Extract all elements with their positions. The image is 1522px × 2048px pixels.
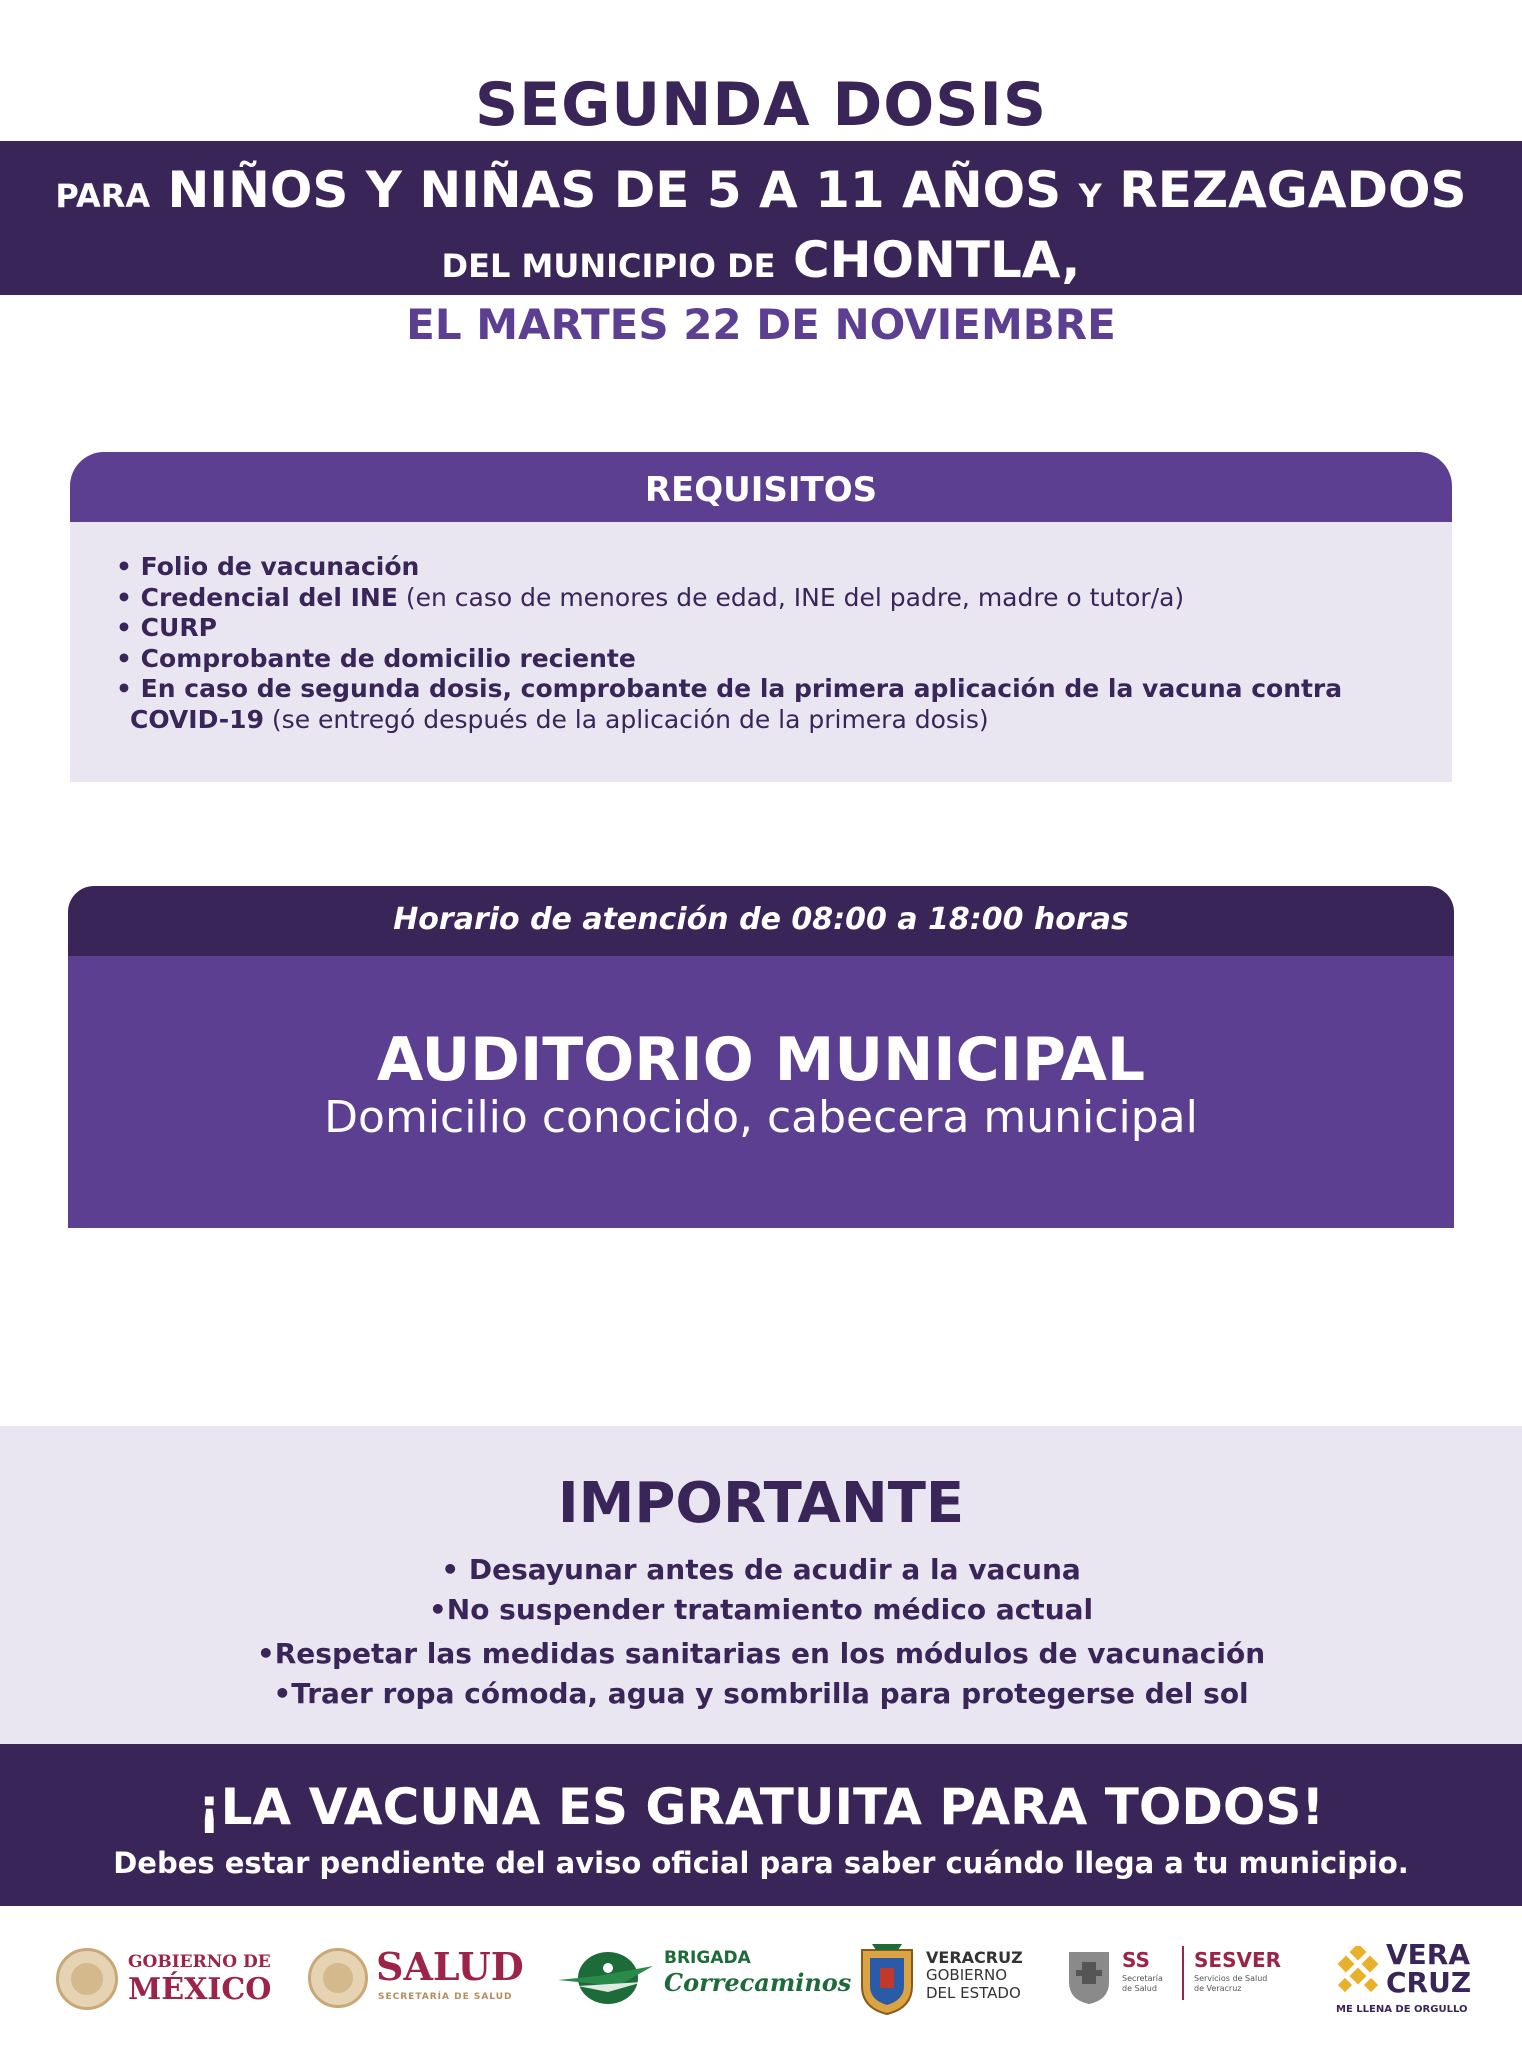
logo-divider [1182,1946,1184,2000]
veracruz-shield-icon [858,1942,916,2016]
logo-brigada-line2: Correcaminos [664,1968,852,1997]
logo-ss-line1: SS [1122,1948,1150,1972]
logo-veracruz-line2: GOBIERNO [926,1966,1008,1984]
logo-salud-line1: SALUD [376,1944,524,1989]
eagle-seal-icon [56,1948,118,2010]
importante-item: •No suspender tratamiento médico actual [428,1593,1094,1626]
logo-veracruz-line3: DEL ESTADO [926,1984,1021,2002]
requisito-item-bold: • En caso de segunda dosis, comprobante de la primera aplicación de la vacuna contra [116,674,1343,703]
logo-ss-sesver [1066,1942,1300,2022]
requisito-item [116,644,1406,675]
requisito-item-bold: • Credencial del INE [116,582,398,612]
logo-gob-line1: GOBIERNO DE [128,1952,271,1972]
roadrunner-icon [558,1946,658,2010]
logo-ss-line2: Secretaría [1122,1974,1163,1983]
requisito-item-bold: • Folio de vacunación [116,552,420,581]
sede-panel [68,956,1454,1228]
requisito-item-text: (se entregó después de la aplicación de la primera dosis) [263,704,989,734]
free-vaccine-band [0,1744,1522,1906]
logo-gob-line2: MÉXICO [128,1972,272,2007]
logo-veracruz-gobierno [858,1942,1034,2022]
requisito-item [116,613,1406,644]
header-municipio: CHONTLA, [792,231,1081,289]
logo-brigada-correcaminos [558,1942,852,2022]
importante-title: IMPORTANTE [557,1471,965,1536]
horario-header: Horario de atención de 08:00 a 18:00 horas [68,886,1454,956]
requisito-item-bold: • Comprobante de domicilio reciente [116,643,636,673]
header-line-2 [0,229,1522,297]
requisitos-list [70,522,1452,782]
header-band [0,141,1522,295]
ss-shield-icon [1066,1946,1112,2006]
requisito-item [116,583,1406,614]
sede-name: AUDITORIO MUNICIPAL [376,1025,1146,1095]
header-line-1 [0,159,1522,227]
requisito-item-bold: • CURP [116,613,217,642]
logo-vera-line3: ME LLENA DE ORGULLO [1336,2004,1468,2015]
logo-sesver-line3: de Veracruz [1194,1984,1242,1993]
requisito-item-bold: COVID-19 [130,704,264,734]
header-line1-target: NIÑOS Y NIÑAS DE 5 A 11 AÑOS [167,161,1062,219]
requisito-item [116,674,1406,705]
header-line2-prefix: DEL MUNICIPIO DE [441,247,776,285]
veracruz-pattern-icon [1336,1946,1380,1994]
logo-sesver-line2: Servicios de Salud [1194,1974,1268,1983]
requisito-item [116,552,1406,583]
eagle-seal-icon [308,1948,368,2008]
importante-item: •Respetar las medidas sanitarias en los módulos de vacunación [256,1637,1266,1670]
requisito-item-text: (en caso de menores de edad, INE del padre, madre o tutor/a) [397,582,1185,612]
logo-salud [308,1942,528,2022]
sede-address: Domicilio conocido, cabecera municipal [324,1092,1198,1143]
logo-salud-line2: SECRETARÍA DE SALUD [378,1992,513,2002]
logo-vera-line1: VERA [1386,1938,1471,1971]
requisito-item-continuation [116,705,1406,736]
importante-section [0,1426,1522,1744]
logos-strip [0,1906,1522,2048]
logo-brigada-line1: BRIGADA [664,1948,751,1968]
logo-sesver-line1: SESVER [1194,1948,1282,1972]
header-line1-rezagados: REZAGADOS [1119,161,1467,219]
importante-item: • Desayunar antes de acudir a la vacuna [441,1553,1081,1586]
requisitos-header: REQUISITOS [70,452,1452,522]
logo-ss-line3: de Salud [1122,1984,1157,1993]
logo-veracruz-orgullo [1336,1938,1476,2022]
event-date: EL MARTES 22 DE NOVIEMBRE [406,300,1116,349]
logo-veracruz-line1: VERACRUZ [926,1948,1023,1967]
logo-gobierno-mexico [56,1942,270,2022]
importante-item: •Traer ropa cómoda, agua y sombrilla para protegerse del sol [273,1677,1249,1710]
free-vaccine-subline: Debes estar pendiente del aviso oficial para saber cuándo llega a tu municipio. [113,1846,1409,1880]
logo-vera-line2: CRUZ [1386,1966,1472,1999]
header-line1-prefix: PARA [55,177,151,215]
page-title: SEGUNDA DOSIS [474,70,1048,140]
free-vaccine-headline: ¡LA VACUNA ES GRATUITA PARA TODOS! [197,1778,1325,1836]
header-line1-conj: Y [1078,177,1102,215]
